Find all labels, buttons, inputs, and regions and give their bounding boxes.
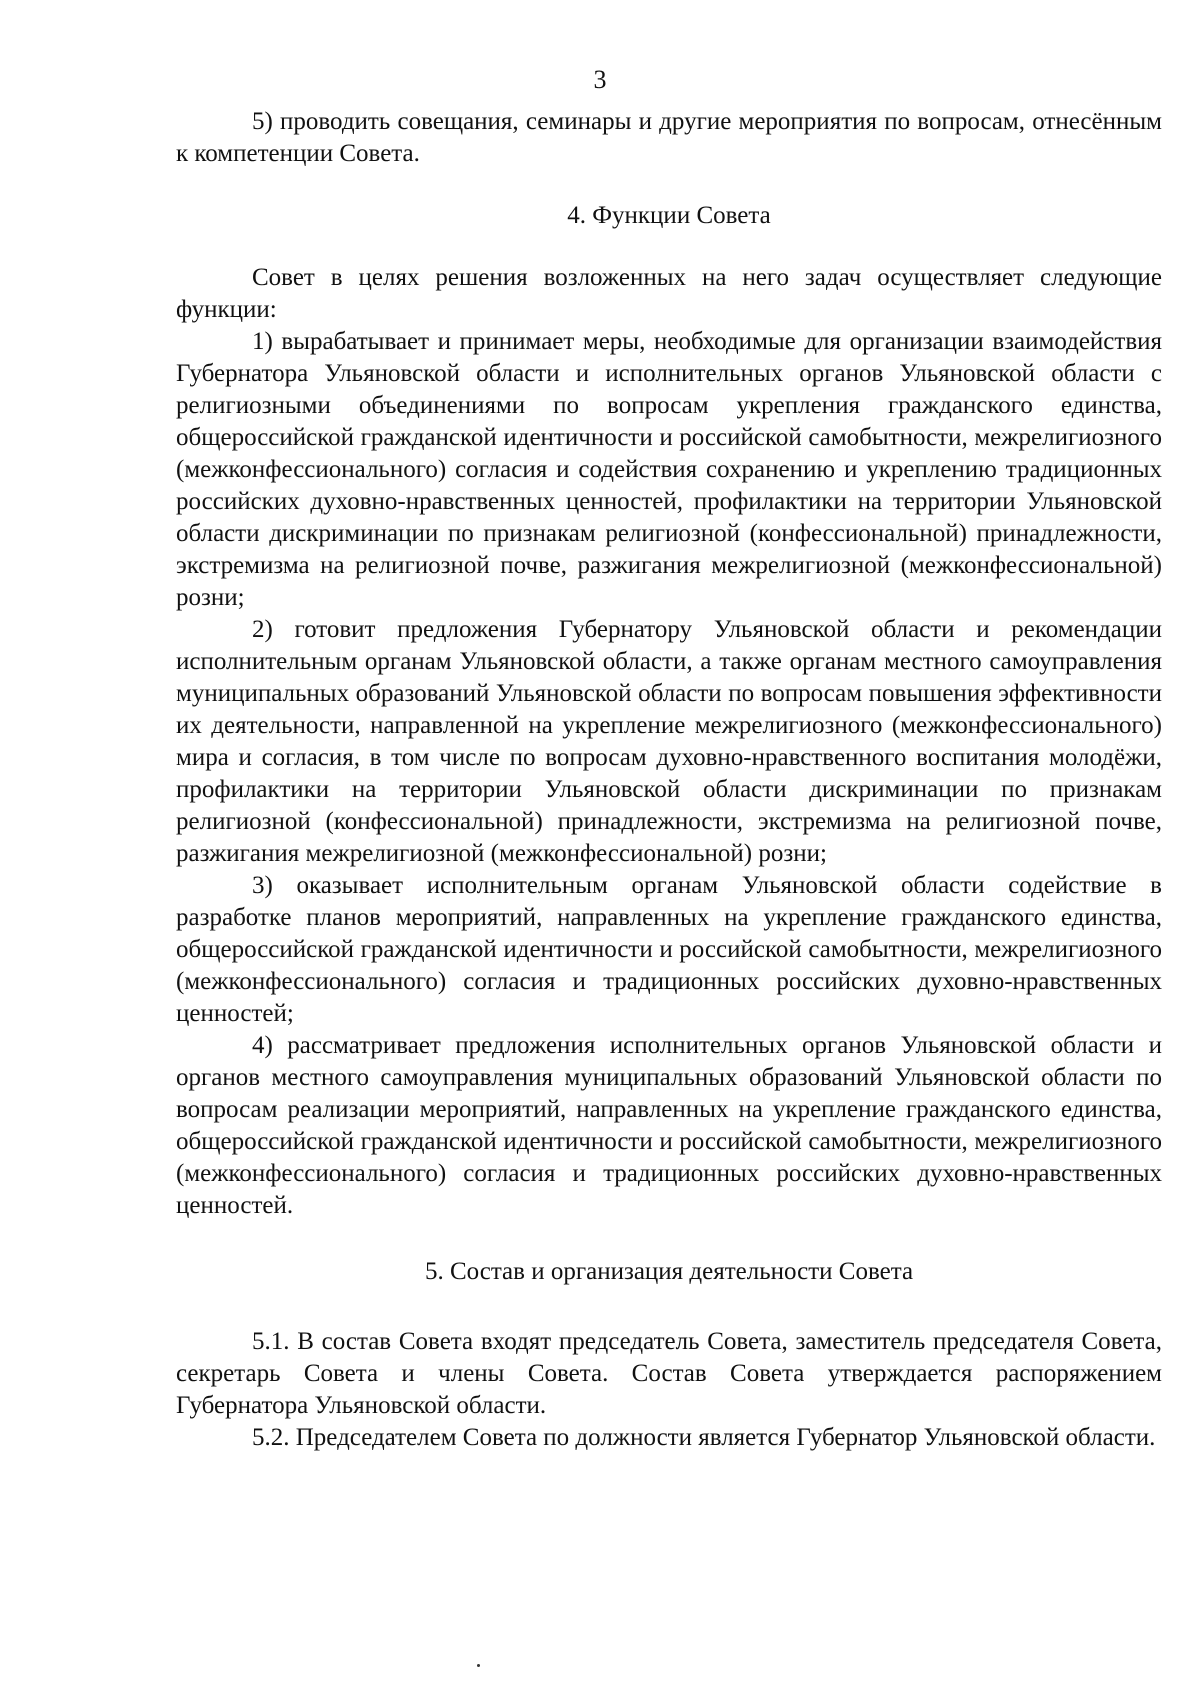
paragraph-item-5: 5) проводить совещания, семинары и другие мероприятия по вопросам, отнесённым к компетенции Совета. — [176, 108, 1162, 167]
function-item-1: 1) вырабатывает и принимает меры, необходимые для организации взаимодействия Губернатора Ульяновской области и исполнительных органов Ульяновской области с религиозными объединениями по вопросам укрепления гражданского единства, общероссийской гражданской идентичности и российской самобытности, межрелигиозного (межконфессионального) согласия и содействия сохранению и укреплению традиционных российских духовно-нравственных ценностей, профилактики на территории Ульяновской области дискриминации по признакам религиозной (конфессиональной) принадлежности, экстремизма на религиозной почве, разжигания межрелигиозной (межконфессиональной) розни; — [176, 328, 1162, 611]
document-body — [176, 106, 1162, 1454]
function-item-3: 3) оказывает исполнительным органам Ульяновской области содействие в разработке планов мероприятий, направленных на укрепление гражданского единства, общероссийской гражданской идентичности и российской самобытности, межрелигиозного (межконфессионального) согласия и традиционных российских духовно-нравственных ценностей; — [176, 872, 1162, 1027]
function-item-4: 4) рассматривает предложения исполнительных органов Ульяновской области и органов местного самоуправления муниципальных образований Ульяновской области по вопросам реализации мероприятий, направленных на укрепление гражданского единства, общероссийской гражданской идентичности и российской самобытности, межрелигиозного (межконфессионального) согласия и традиционных российских духовно-нравственных ценностей. — [176, 1032, 1162, 1219]
section-heading-5: 5. Состав и организация деятельности Совета — [424, 1258, 914, 1285]
scan-artifact-dot — [477, 1664, 480, 1667]
functions-intro: Совет в целях решения возложенных на него задач осуществляет следующие функции: — [176, 264, 1162, 323]
page-number: 3 — [593, 65, 607, 94]
clause-5-1: 5.1. В состав Совета входят председатель Совета, заместитель председателя Совета, секретарь Совета и члены Совета. Состав Совета утверждается распоряжением Губернатора Ульяновской области. — [176, 1328, 1162, 1419]
function-item-2: 2) готовит предложения Губернатору Ульяновской области и рекомендации исполнительным органам Ульяновской области, а также органам местного самоуправления муниципальных образований Ульяновской области по вопросам повышения эффективности их деятельности, направленной на укрепление межрелигиозного (межконфессионального) мира и согласия, в том числе по вопросам духовно-нравственного воспитания молодёжи, профилактики на территории Ульяновской области дискриминации по признакам религиозной (конфессиональной) принадлежности, экстремизма на религиозной почве, разжигания межрелигиозной (межконфессиональной) розни; — [176, 616, 1162, 867]
clause-5-2: 5.2. Председателем Совета по должности является Губернатор Ульяновской области. — [252, 1424, 1156, 1451]
section-heading-4: 4. Функции Совета — [567, 202, 771, 229]
